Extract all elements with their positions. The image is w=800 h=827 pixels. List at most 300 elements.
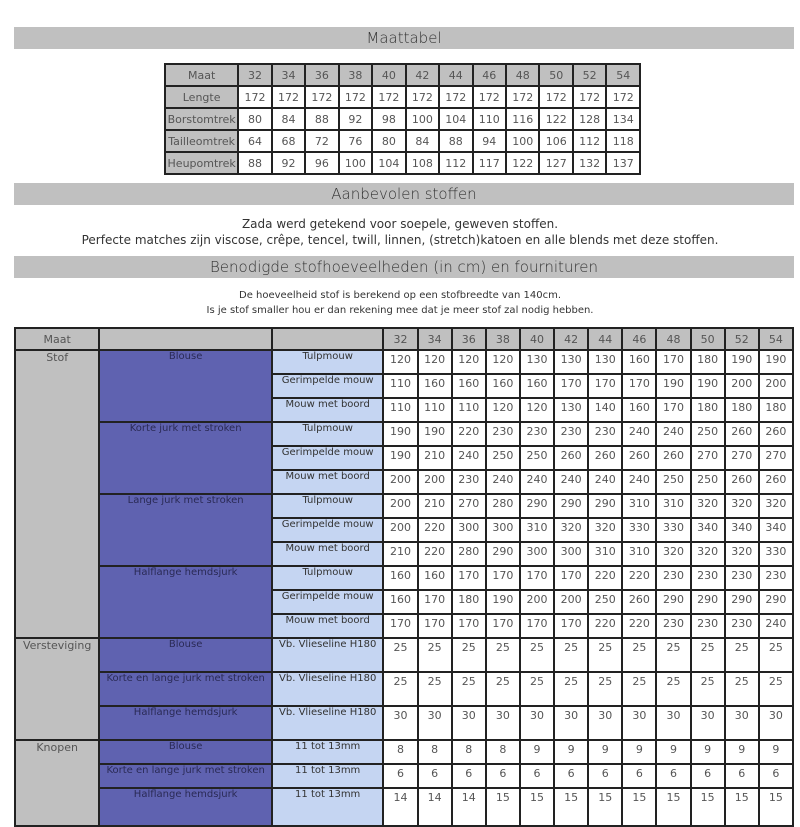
amount-cell: 280 [486, 494, 520, 518]
requirements-line-1: De hoeveelheid stof is berekend op een stofbreedte van 140cm. [239, 290, 561, 301]
size-cell: 100 [339, 152, 372, 174]
amount-cell: 230 [588, 422, 622, 446]
size-row [165, 86, 640, 108]
amount-cell: 230 [554, 422, 588, 446]
amount-cell: 30 [520, 706, 554, 740]
amount-cell: 230 [759, 566, 793, 590]
amount-cell: 6 [520, 764, 554, 788]
amount-cell: 260 [759, 422, 793, 446]
amount-cell: 30 [588, 706, 622, 740]
fabric-header-row [15, 328, 793, 350]
fabric-row [15, 350, 793, 374]
amount-cell: 6 [452, 764, 486, 788]
size-cell: 172 [506, 86, 539, 108]
amount-cell: 9 [759, 740, 793, 764]
fabric-header-cell: 48 [656, 328, 690, 350]
size-cell: 122 [539, 108, 572, 130]
amount-cell: 120 [418, 350, 452, 374]
amount-cell: 9 [554, 740, 588, 764]
amount-cell: 6 [656, 764, 690, 788]
fabric-row [15, 764, 793, 788]
fabric-header-cell: 42 [554, 328, 588, 350]
amount-cell: 250 [520, 446, 554, 470]
size-header-row [165, 64, 640, 86]
amount-cell: 25 [383, 672, 417, 706]
size-table-title: Maattabel [14, 27, 794, 49]
amount-cell: 170 [486, 614, 520, 638]
garment-cell: Korte jurk met stroken [99, 422, 272, 494]
fabric-row [15, 788, 793, 826]
amount-cell: 170 [418, 614, 452, 638]
amount-cell: 290 [656, 590, 690, 614]
size-header-cell: 34 [272, 64, 305, 86]
amount-cell: 240 [656, 422, 690, 446]
size-cell: 106 [539, 130, 572, 152]
amount-cell: 270 [691, 446, 725, 470]
amount-cell: 30 [759, 706, 793, 740]
fabrics-line-1: Zada werd getekend voor soepele, geweven stoffen. [241, 217, 559, 231]
size-cell: 172 [238, 86, 271, 108]
amount-cell: 270 [725, 446, 759, 470]
fabric-requirements-table [14, 327, 794, 827]
amount-cell: 9 [588, 740, 622, 764]
amount-cell: 290 [691, 590, 725, 614]
size-cell: 64 [238, 130, 271, 152]
amount-cell: 30 [691, 706, 725, 740]
amount-cell: 270 [759, 446, 793, 470]
amount-cell: 30 [452, 706, 486, 740]
amount-cell: 170 [452, 614, 486, 638]
amount-cell: 230 [486, 422, 520, 446]
amount-cell: 180 [452, 590, 486, 614]
amount-cell: 170 [554, 566, 588, 590]
fabrics-title: Aanbevolen stoffen [14, 183, 794, 205]
requirements-line-2: Is je stof smaller hou er dan rekening mee dat je meer stof zal nodig hebben. [206, 305, 594, 316]
amount-cell: 210 [418, 446, 452, 470]
amount-cell: 6 [759, 764, 793, 788]
amount-cell: 160 [418, 566, 452, 590]
variant-cell: Tulpmouw [272, 422, 383, 446]
size-cell: 172 [439, 86, 472, 108]
size-cell: 100 [406, 108, 439, 130]
amount-cell: 6 [554, 764, 588, 788]
fabric-row [15, 566, 793, 590]
amount-cell: 240 [588, 470, 622, 494]
size-header-cell: 40 [372, 64, 405, 86]
size-cell: 110 [473, 108, 506, 130]
amount-cell: 190 [418, 422, 452, 446]
amount-cell: 230 [452, 470, 486, 494]
amount-cell: 230 [520, 422, 554, 446]
amount-cell: 320 [554, 518, 588, 542]
amount-cell: 15 [725, 788, 759, 826]
amount-cell: 120 [486, 398, 520, 422]
amount-cell: 6 [383, 764, 417, 788]
amount-cell: 170 [383, 614, 417, 638]
amount-cell: 220 [418, 518, 452, 542]
fabric-header-cell: 46 [622, 328, 656, 350]
amount-cell: 190 [656, 374, 690, 398]
amount-cell: 200 [418, 470, 452, 494]
size-cell: 88 [439, 130, 472, 152]
amount-cell: 140 [588, 398, 622, 422]
fabric-header-cell: 44 [588, 328, 622, 350]
amount-cell: 280 [452, 542, 486, 566]
size-cell: 172 [372, 86, 405, 108]
size-cell: 80 [238, 108, 271, 130]
amount-cell: 290 [588, 494, 622, 518]
amount-cell: 170 [554, 614, 588, 638]
amount-cell: 310 [656, 494, 690, 518]
size-cell: 172 [606, 86, 640, 108]
amount-cell: 180 [759, 398, 793, 422]
fabric-row [15, 494, 793, 518]
amount-cell: 290 [520, 494, 554, 518]
amount-cell: 260 [554, 446, 588, 470]
amount-cell: 9 [691, 740, 725, 764]
amount-cell: 240 [622, 470, 656, 494]
amount-cell: 25 [622, 672, 656, 706]
amount-cell: 30 [486, 706, 520, 740]
size-cell: 134 [606, 108, 640, 130]
amount-cell: 180 [691, 350, 725, 374]
fabric-row [15, 422, 793, 446]
amount-cell: 240 [554, 470, 588, 494]
amount-cell: 220 [452, 422, 486, 446]
amount-cell: 120 [520, 398, 554, 422]
amount-cell: 300 [520, 542, 554, 566]
amount-cell: 230 [691, 614, 725, 638]
amount-cell: 270 [452, 494, 486, 518]
size-cell: 72 [305, 130, 338, 152]
amount-cell: 190 [691, 374, 725, 398]
amount-cell: 160 [383, 566, 417, 590]
amount-cell: 240 [452, 446, 486, 470]
amount-cell: 230 [691, 566, 725, 590]
amount-cell: 220 [622, 566, 656, 590]
amount-cell: 260 [656, 446, 690, 470]
size-cell: 116 [506, 108, 539, 130]
amount-cell: 120 [383, 350, 417, 374]
amount-cell: 170 [520, 566, 554, 590]
amount-cell: 110 [383, 398, 417, 422]
amount-cell: 8 [452, 740, 486, 764]
amount-cell: 200 [725, 374, 759, 398]
amount-cell: 160 [520, 374, 554, 398]
size-cell: 104 [372, 152, 405, 174]
size-header-cell: 50 [539, 64, 572, 86]
garment-cell: Lange jurk met stroken [99, 494, 272, 566]
amount-cell: 330 [656, 518, 690, 542]
variant-cell: Vb. Vlieseline H180 [272, 672, 383, 706]
amount-cell: 25 [656, 672, 690, 706]
amount-cell: 15 [486, 788, 520, 826]
variant-cell: 11 tot 13mm [272, 740, 383, 764]
fabric-header-cell: 52 [725, 328, 759, 350]
size-cell: 68 [272, 130, 305, 152]
amount-cell: 170 [656, 398, 690, 422]
fabrics-description [0, 216, 800, 248]
amount-cell: 14 [418, 788, 452, 826]
size-cell: 137 [606, 152, 640, 174]
size-header-cell: 42 [406, 64, 439, 86]
amount-cell: 25 [554, 638, 588, 672]
amount-cell: 180 [725, 398, 759, 422]
amount-cell: 310 [520, 518, 554, 542]
amount-cell: 220 [588, 566, 622, 590]
amount-cell: 14 [452, 788, 486, 826]
amount-cell: 8 [418, 740, 452, 764]
amount-cell: 190 [383, 446, 417, 470]
amount-cell: 330 [622, 518, 656, 542]
size-cell: 92 [272, 152, 305, 174]
size-header-label: Maat [165, 64, 238, 86]
fabric-header-cell: 34 [418, 328, 452, 350]
size-row [165, 108, 640, 130]
amount-cell: 15 [554, 788, 588, 826]
amount-cell: 260 [725, 470, 759, 494]
variant-cell: Gerimpelde mouw [272, 518, 383, 542]
amount-cell: 210 [418, 494, 452, 518]
fabrics-line-2: Perfecte matches zijn viscose, crêpe, tencel, twill, linnen, (stretch)katoen en alle blends met deze stoffen. [81, 233, 719, 247]
variant-cell: Gerimpelde mouw [272, 374, 383, 398]
amount-cell: 15 [691, 788, 725, 826]
amount-cell: 30 [383, 706, 417, 740]
amount-cell: 9 [656, 740, 690, 764]
amount-cell: 190 [725, 350, 759, 374]
size-header-cell: 52 [573, 64, 606, 86]
amount-cell: 30 [656, 706, 690, 740]
garment-cell: Korte en lange jurk met stroken [99, 764, 272, 788]
amount-cell: 130 [554, 350, 588, 374]
amount-cell: 25 [691, 638, 725, 672]
amount-cell: 190 [383, 422, 417, 446]
amount-cell: 6 [588, 764, 622, 788]
amount-cell: 130 [520, 350, 554, 374]
size-row-label: Borstomtrek [165, 108, 238, 130]
amount-cell: 190 [486, 590, 520, 614]
amount-cell: 290 [725, 590, 759, 614]
fabric-header-cell: 40 [520, 328, 554, 350]
amount-cell: 6 [691, 764, 725, 788]
size-table [164, 63, 641, 175]
size-cell: 108 [406, 152, 439, 174]
amount-cell: 260 [622, 446, 656, 470]
amount-cell: 25 [520, 672, 554, 706]
size-cell: 88 [305, 108, 338, 130]
amount-cell: 320 [725, 494, 759, 518]
size-cell: 132 [573, 152, 606, 174]
size-row-label: Tailleomtrek [165, 130, 238, 152]
amount-cell: 110 [383, 374, 417, 398]
fabric-header-empty [272, 328, 383, 350]
size-cell: 98 [372, 108, 405, 130]
amount-cell: 310 [622, 542, 656, 566]
amount-cell: 200 [383, 518, 417, 542]
size-cell: 94 [473, 130, 506, 152]
amount-cell: 30 [554, 706, 588, 740]
amount-cell: 170 [588, 374, 622, 398]
amount-cell: 340 [759, 518, 793, 542]
amount-cell: 130 [588, 350, 622, 374]
fabric-header-cell: 36 [452, 328, 486, 350]
variant-cell: Tulpmouw [272, 494, 383, 518]
amount-cell: 15 [622, 788, 656, 826]
amount-cell: 190 [759, 350, 793, 374]
amount-cell: 180 [691, 398, 725, 422]
variant-cell: Tulpmouw [272, 350, 383, 374]
size-cell: 172 [339, 86, 372, 108]
category-cell: Stof [15, 350, 99, 638]
amount-cell: 240 [759, 614, 793, 638]
size-row-label: Heupomtrek [165, 152, 238, 174]
size-header-cell: 44 [439, 64, 472, 86]
size-cell: 117 [473, 152, 506, 174]
fabric-row [15, 706, 793, 740]
garment-cell: Blouse [99, 350, 272, 422]
amount-cell: 290 [759, 590, 793, 614]
size-row-label: Lengte [165, 86, 238, 108]
amount-cell: 230 [725, 566, 759, 590]
size-cell: 92 [339, 108, 372, 130]
garment-cell: Halflange hemdsjurk [99, 788, 272, 826]
size-header-cell: 36 [305, 64, 338, 86]
amount-cell: 230 [725, 614, 759, 638]
amount-cell: 25 [452, 672, 486, 706]
size-cell: 104 [439, 108, 472, 130]
size-cell: 88 [238, 152, 271, 174]
amount-cell: 160 [622, 398, 656, 422]
amount-cell: 320 [588, 518, 622, 542]
fabric-header-cell: 32 [383, 328, 417, 350]
variant-cell: Vb. Vlieseline H180 [272, 638, 383, 672]
size-cell: 172 [305, 86, 338, 108]
amount-cell: 260 [759, 470, 793, 494]
amount-cell: 15 [588, 788, 622, 826]
amount-cell: 250 [656, 470, 690, 494]
size-header-cell: 48 [506, 64, 539, 86]
amount-cell: 170 [622, 374, 656, 398]
amount-cell: 170 [656, 350, 690, 374]
amount-cell: 25 [554, 672, 588, 706]
size-cell: 96 [305, 152, 338, 174]
amount-cell: 110 [452, 398, 486, 422]
variant-cell: Mouw met boord [272, 542, 383, 566]
amount-cell: 15 [759, 788, 793, 826]
requirements-description [0, 288, 800, 318]
variant-cell: Gerimpelde mouw [272, 446, 383, 470]
amount-cell: 25 [418, 638, 452, 672]
fabric-header-cell: 50 [691, 328, 725, 350]
amount-cell: 25 [725, 638, 759, 672]
variant-cell: Mouw met boord [272, 614, 383, 638]
amount-cell: 220 [622, 614, 656, 638]
variant-cell: Gerimpelde mouw [272, 590, 383, 614]
amount-cell: 130 [554, 398, 588, 422]
amount-cell: 110 [418, 398, 452, 422]
amount-cell: 320 [725, 542, 759, 566]
amount-cell: 30 [622, 706, 656, 740]
amount-cell: 210 [383, 542, 417, 566]
amount-cell: 30 [418, 706, 452, 740]
amount-cell: 300 [486, 518, 520, 542]
amount-cell: 25 [622, 638, 656, 672]
amount-cell: 260 [622, 590, 656, 614]
amount-cell: 170 [452, 566, 486, 590]
category-cell: Versteviging [15, 638, 99, 740]
amount-cell: 240 [520, 470, 554, 494]
amount-cell: 160 [418, 374, 452, 398]
size-cell: 122 [506, 152, 539, 174]
amount-cell: 9 [520, 740, 554, 764]
amount-cell: 250 [691, 470, 725, 494]
amount-cell: 25 [486, 672, 520, 706]
size-cell: 172 [573, 86, 606, 108]
amount-cell: 340 [691, 518, 725, 542]
amount-cell: 6 [725, 764, 759, 788]
amount-cell: 120 [452, 350, 486, 374]
amount-cell: 15 [520, 788, 554, 826]
amount-cell: 320 [691, 542, 725, 566]
amount-cell: 25 [759, 672, 793, 706]
amount-cell: 230 [656, 614, 690, 638]
amount-cell: 230 [656, 566, 690, 590]
size-cell: 100 [506, 130, 539, 152]
size-cell: 112 [439, 152, 472, 174]
variant-cell: Tulpmouw [272, 566, 383, 590]
size-cell: 127 [539, 152, 572, 174]
amount-cell: 160 [452, 374, 486, 398]
fabric-row [15, 638, 793, 672]
size-cell: 84 [406, 130, 439, 152]
variant-cell: Mouw met boord [272, 398, 383, 422]
amount-cell: 310 [588, 542, 622, 566]
amount-cell: 170 [520, 614, 554, 638]
amount-cell: 220 [588, 614, 622, 638]
amount-cell: 320 [656, 542, 690, 566]
amount-cell: 9 [622, 740, 656, 764]
amount-cell: 330 [759, 542, 793, 566]
amount-cell: 340 [725, 518, 759, 542]
amount-cell: 25 [691, 672, 725, 706]
amount-cell: 260 [588, 446, 622, 470]
size-header-cell: 32 [238, 64, 271, 86]
amount-cell: 25 [588, 638, 622, 672]
amount-cell: 310 [622, 494, 656, 518]
amount-cell: 160 [486, 374, 520, 398]
variant-cell: 11 tot 13mm [272, 788, 383, 826]
size-row [165, 130, 640, 152]
amount-cell: 300 [452, 518, 486, 542]
size-cell: 76 [339, 130, 372, 152]
amount-cell: 170 [486, 566, 520, 590]
amount-cell: 15 [656, 788, 690, 826]
amount-cell: 200 [759, 374, 793, 398]
size-header-cell: 54 [606, 64, 640, 86]
size-cell: 128 [573, 108, 606, 130]
amount-cell: 320 [691, 494, 725, 518]
size-cell: 118 [606, 130, 640, 152]
size-cell: 172 [539, 86, 572, 108]
size-row [165, 152, 640, 174]
size-header-cell: 46 [473, 64, 506, 86]
fabric-row [15, 672, 793, 706]
amount-cell: 30 [725, 706, 759, 740]
amount-cell: 6 [622, 764, 656, 788]
garment-cell: Blouse [99, 638, 272, 672]
amount-cell: 9 [725, 740, 759, 764]
amount-cell: 250 [588, 590, 622, 614]
